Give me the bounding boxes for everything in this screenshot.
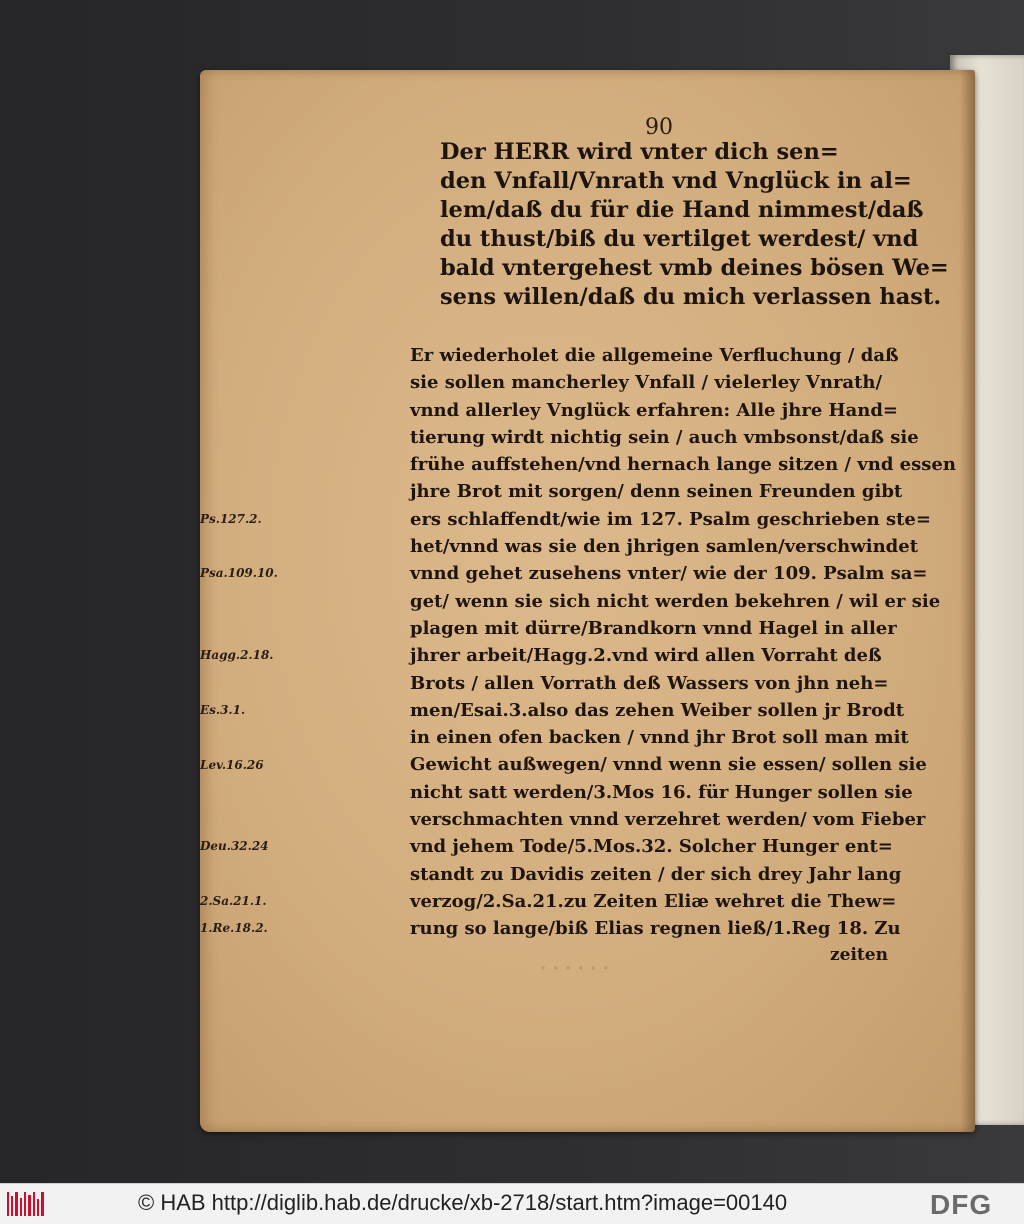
footer-bar	[0, 1183, 1024, 1224]
scripture-line: sens willen/daß du mich verlassen hast.	[440, 284, 942, 310]
commentary-line: frühe auffstehen/vnd hernach lange sitzen / vnd essen	[410, 454, 956, 476]
commentary-line: het/vnnd was sie den jhrigen samlen/verschwindet	[410, 536, 919, 558]
commentary-line: get/ wenn sie sich nicht werden bekehren / wil er sie	[410, 590, 941, 612]
margin-note: 1.Re.18.2.	[200, 921, 268, 936]
commentary-line: vnnd allerley Vnglück erfahren: Alle jhre Hand=	[410, 399, 898, 421]
footer-url: © HAB http://diglib.hab.de/drucke/xb-2718/start.htm?image=00140	[138, 1190, 788, 1215]
scripture-line: lem/daß du für die Hand nimmest/daß	[440, 197, 924, 223]
commentary-line: standt zu Davidis zeiten / der sich drey Jahr lang	[410, 863, 902, 885]
margin-note: Deu.32.24	[200, 839, 269, 854]
commentary-line: tierung wirdt nichtig sein / auch vmbsonst/daß sie	[410, 426, 919, 448]
commentary-line: rung so lange/biß Elias regnen ließ/1.Reg 18. Zu	[410, 918, 901, 940]
show-through-text: · · · · · ·	[540, 958, 609, 979]
margin-note: Es.3.1.	[200, 702, 246, 717]
commentary-line: Er wiederholet die allgemeine Verfluchung / daß	[410, 345, 899, 366]
commentary-line: vnd jehem Tode/5.Mos.32. Solcher Hunger ent=	[410, 836, 893, 858]
margin-note: Hagg.2.18.	[200, 648, 274, 663]
margin-note: Psa.109.10.	[200, 566, 278, 581]
margin-note: Lev.16.26	[200, 757, 264, 772]
commentary-line: jhrer arbeit/Hagg.2.vnd wird allen Vorraht deß	[410, 645, 882, 667]
commentary-line: sie sollen mancherley Vnfall / vielerley Vnrath/	[410, 372, 883, 394]
commentary-line: nicht satt werden/3.Mos 16. für Hunger sollen sie	[410, 781, 913, 803]
commentary-line: verzog/2.Sa.21.zu Zeiten Eliæ wehret die Thew=	[410, 890, 897, 912]
scripture-line: den Vnfall/Vnrath vnd Vnglück in al=	[440, 168, 912, 194]
commentary-line: Brots / allen Vorrath deß Wassers von jhn neh=	[410, 672, 889, 694]
margin-note: 2.Sa.21.1.	[200, 894, 267, 908]
hab-barcode-logo-icon	[6, 1190, 46, 1218]
commentary-line: men/Esai.3.also das zehen Weiber sollen jr Brodt	[410, 699, 905, 721]
commentary-line: Gewicht außwegen/ vnnd wenn sie essen/ sollen sie	[410, 754, 927, 776]
scripture-line: Der HERR wird vnter dich sen=	[440, 139, 839, 165]
catchword: zeiten	[830, 945, 888, 965]
commentary-block	[410, 342, 956, 943]
page-gutter	[960, 70, 975, 1132]
commentary-line: ers schlaffendt/wie im 127. Psalm geschrieben ste=	[410, 508, 931, 530]
commentary-line: plagen mit dürre/Brandkorn vnnd Hagel in aller	[410, 617, 897, 639]
commentary-line: verschmachten vnnd verzehret werden/ vom Fieber	[410, 809, 926, 831]
commentary-line: jhre Brot mit sorgen/ denn seinen Freunden gibt	[410, 481, 903, 503]
book-page	[200, 70, 975, 1132]
commentary-line: in einen ofen backen / vnnd jhr Brot soll man mit	[410, 727, 909, 749]
dfg-logo: DFG	[930, 1189, 993, 1220]
page-number: 90	[645, 115, 673, 140]
scripture-line: du thust/biß du vertilget werdest/ vnd	[440, 226, 919, 252]
commentary-line: vnnd gehet zusehens vnter/ wie der 109. Psalm sa=	[410, 563, 928, 585]
margin-note: Ps.127.2.	[200, 511, 262, 526]
scripture-block	[440, 138, 949, 312]
scripture-line: bald vntergehest vmb deines bösen We=	[440, 255, 949, 281]
